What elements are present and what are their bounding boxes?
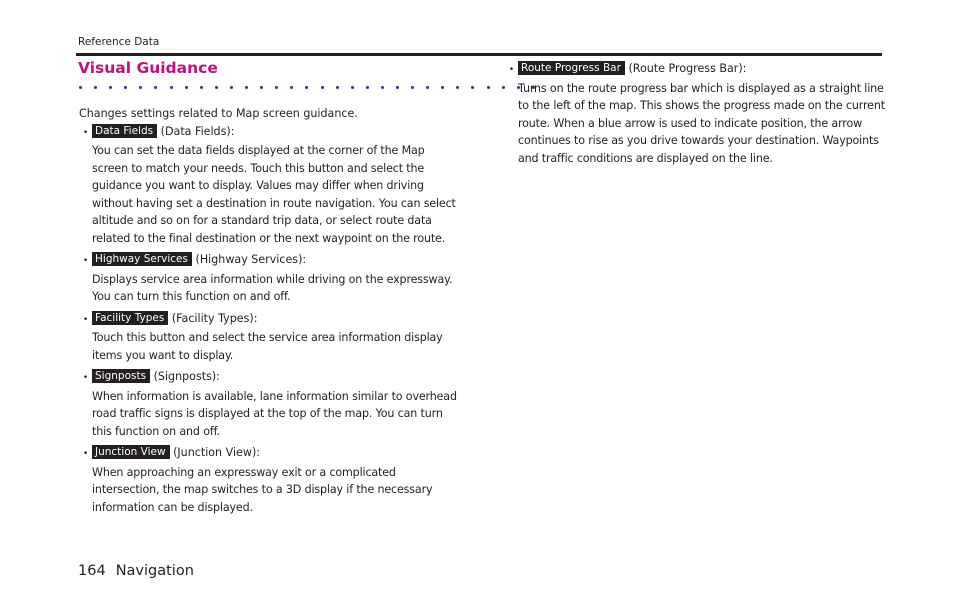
divider-dot xyxy=(351,86,354,89)
list-item-junction-view xyxy=(79,444,462,516)
divider-dot xyxy=(321,86,324,89)
divider-dot xyxy=(260,86,263,89)
divider-dot xyxy=(154,86,157,89)
item-description: When approaching an expressway exit or a complicated intersection, the map switches to a 3D display if the necessary information can be displayed. xyxy=(92,465,433,514)
item-description: You can set the data fields displayed at the corner of the Map screen to match your needs. Touch this button and select the guidance you want to display. Values may differ when driving without having set a destination in route navigation. You can select altitude and so on for a standard trip data, or select route data related to the final destination or the next waypoint on the route. xyxy=(92,144,456,245)
divider-dot xyxy=(170,86,173,89)
right-column xyxy=(505,60,885,167)
divider-dot xyxy=(290,86,293,89)
list-item-data-fields xyxy=(79,123,462,248)
list-item-signposts xyxy=(79,368,462,440)
bullet-icon: • xyxy=(82,314,89,325)
running-header: Reference Data xyxy=(78,36,160,48)
chapter-name: Navigation xyxy=(115,563,194,579)
divider-dot xyxy=(230,86,233,89)
item-suffix: (Data Fields): xyxy=(160,124,235,138)
dotted-divider xyxy=(79,86,535,89)
divider-dot xyxy=(200,86,203,89)
divider-dot xyxy=(441,86,444,89)
divider-dot xyxy=(124,86,127,89)
item-description: Displays service area information while driving on the expressway. You can turn this function on and off. xyxy=(92,272,453,303)
bullet-icon: • xyxy=(82,127,89,138)
page-number: 164 xyxy=(78,563,106,579)
divider-dot xyxy=(109,86,112,89)
divider-dot xyxy=(275,86,278,89)
left-column xyxy=(79,105,462,516)
divider-dot xyxy=(305,86,308,89)
item-description: When information is available, lane information similar to overhead road traffic signs is displayed at the top of the map. You can turn this function on and off. xyxy=(92,389,457,438)
bullet-icon: • xyxy=(82,449,89,459)
junction-view-button[interactable]: Junction View xyxy=(92,445,170,459)
divider-dot xyxy=(411,86,414,89)
bullet-icon: • xyxy=(508,65,515,75)
divider-dot xyxy=(381,86,384,89)
signposts-button[interactable]: Signposts xyxy=(92,369,150,383)
divider-dot xyxy=(366,86,369,89)
item-description: Turns on the route progress bar which is displayed as a straight line to the left of the map. This shows the progress made on the current route. When a blue arrow is used to indicate position, the arrow continues to rise as you drive towards your destination. Waypoints and traffic conditions are displayed on the line. xyxy=(518,81,885,165)
item-suffix: (Facility Types): xyxy=(171,311,258,325)
list-item-highway-services xyxy=(79,251,462,306)
bullet-icon: • xyxy=(82,256,89,266)
highway-services-button[interactable]: Highway Services xyxy=(92,252,192,266)
divider-dot xyxy=(79,86,82,89)
divider-dot xyxy=(215,86,218,89)
item-description: Touch this button and select the service area information display items you want to display. xyxy=(92,331,443,362)
facility-types-button[interactable]: Facility Types xyxy=(92,311,168,325)
divider-dot xyxy=(94,86,97,89)
item-suffix: (Junction View): xyxy=(173,446,261,459)
list-item-route-progress-bar xyxy=(505,60,885,167)
divider-dot xyxy=(487,86,490,89)
divider-dot xyxy=(456,86,459,89)
divider-dot xyxy=(396,86,399,89)
page-footer xyxy=(78,563,194,579)
data-fields-button[interactable]: Data Fields xyxy=(92,124,157,138)
list-item-facility-types xyxy=(79,310,462,365)
item-suffix: (Highway Services): xyxy=(195,253,307,266)
intro-text: Changes settings related to Map screen guidance. xyxy=(79,107,358,120)
divider-dot xyxy=(336,86,339,89)
divider-dot xyxy=(185,86,188,89)
item-suffix: (Signposts): xyxy=(153,370,220,383)
section-title: Visual Guidance xyxy=(78,59,218,77)
item-suffix: (Route Progress Bar): xyxy=(628,62,747,75)
divider-dot xyxy=(245,86,248,89)
divider-dot xyxy=(471,86,474,89)
header-rule xyxy=(76,53,882,56)
divider-dot xyxy=(139,86,142,89)
divider-dot xyxy=(426,86,429,89)
route-progress-bar-button[interactable]: Route Progress Bar xyxy=(518,61,625,75)
bullet-icon: • xyxy=(82,373,89,383)
